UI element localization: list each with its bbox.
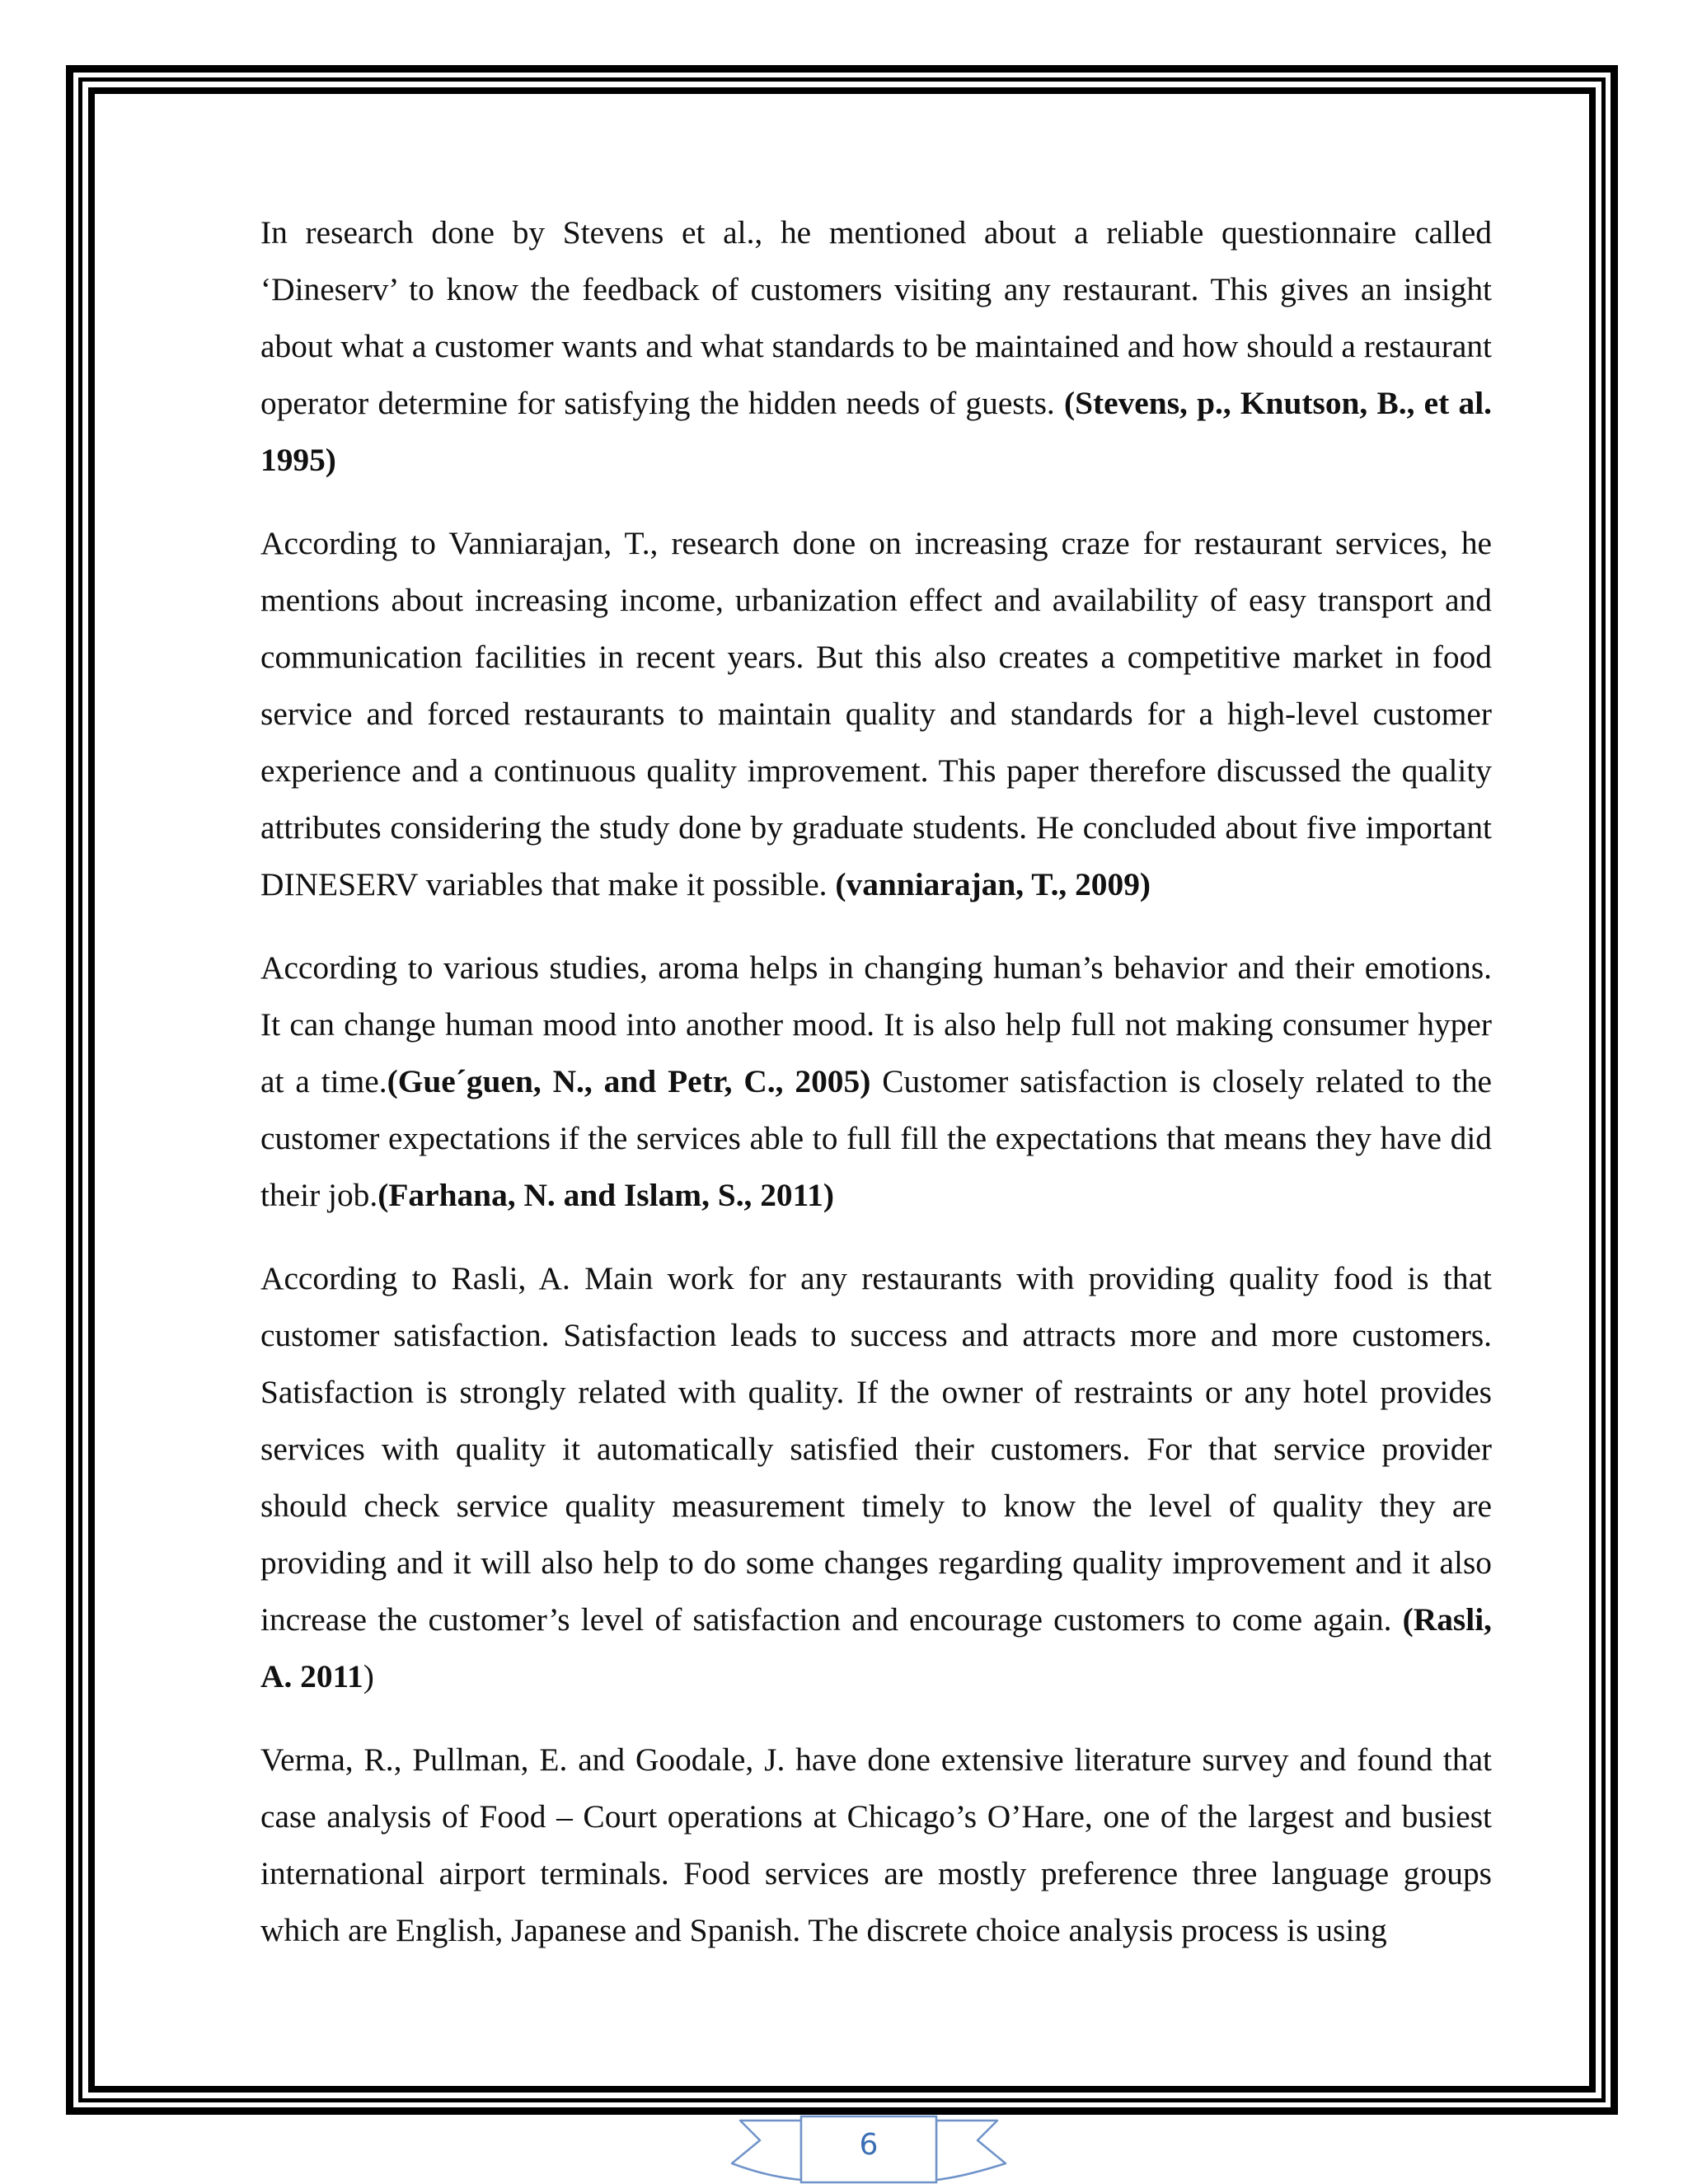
paragraph-text: According to Vanniarajan, T., research done on increasing craze for restaurant services, he mentions about increasing income, urbanization effect and availability of easy transport and communication facilities in recent years. But this also creates a competitive market in food service and forced restaurants to maintain quality and standards for a high-level customer experience and a continuous quality improvement. This paper therefore discussed the quality attributes considering the study done by graduate students. He concluded about five important DINESERV variables that make it possible. bbox=[260, 525, 1492, 902]
paragraph-text: In research done by Stevens et al., he mentioned about a reliable questionnaire called ‘Dineserv’ to know the feedback of customers visiting any restaurant. This gives an insight about what a customer wants and what standards to be maintained and how should a restaurant operator determine for satisfying the hidden needs of guests. bbox=[260, 214, 1492, 421]
paragraph-verma bbox=[260, 1732, 1492, 1959]
paragraph-text: Customer satisfaction is closely related to the customer expectations if the services able to full fill the expectations that means they have did their job. bbox=[260, 1063, 1492, 1213]
citation: (vanniarajan, T., 2009) bbox=[835, 866, 1151, 902]
citation: (Rasli, A. 2011 bbox=[260, 1601, 1492, 1694]
document-body bbox=[260, 204, 1492, 1985]
page-number: 6 bbox=[859, 2128, 879, 2162]
citation-close: ) bbox=[363, 1658, 374, 1694]
citation: (Stevens, p., Knutson, B., et al. 1995) bbox=[260, 385, 1492, 478]
paragraph-vanniarajan bbox=[260, 515, 1492, 913]
citation: (Farhana, N. and Islam, S., 2011) bbox=[377, 1177, 834, 1213]
paragraph-text: According to various studies, aroma helps in changing human’s behavior and their emotions. It can change human mood into another mood. It is also help full not making consumer hyper at a time. bbox=[260, 949, 1492, 1099]
paragraph-text: Verma, R., Pullman, E. and Goodale, J. have done extensive literature survey and found that case analysis of Food – Court operations at Chicago’s O’Hare, one of the largest and busiest international airport terminals. Food services are mostly preference three language groups which are English, Japanese and Spanish. The discrete choice analysis process is using bbox=[260, 1741, 1492, 1948]
paragraph-text: According to Rasli, A. Main work for any restaurants with providing quality food is that customer satisfaction. Satisfaction leads to success and attracts more and more customers. Satisfaction is strongly related with quality. If the owner of restraints or any hotel provides services with quality it automatically satisfied their customers. For that service provider should check service quality measurement timely to know the level of quality they are providing and it will also help to do some changes regarding quality improvement and it also increase the customer’s level of satisfaction and encourage customers to come again. bbox=[260, 1260, 1492, 1638]
paragraph-stevens bbox=[260, 204, 1492, 489]
paragraph-rasli bbox=[260, 1250, 1492, 1705]
citation: (Gue´guen, N., and Petr, C., 2005) bbox=[387, 1063, 871, 1099]
paragraph-aroma bbox=[260, 940, 1492, 1224]
